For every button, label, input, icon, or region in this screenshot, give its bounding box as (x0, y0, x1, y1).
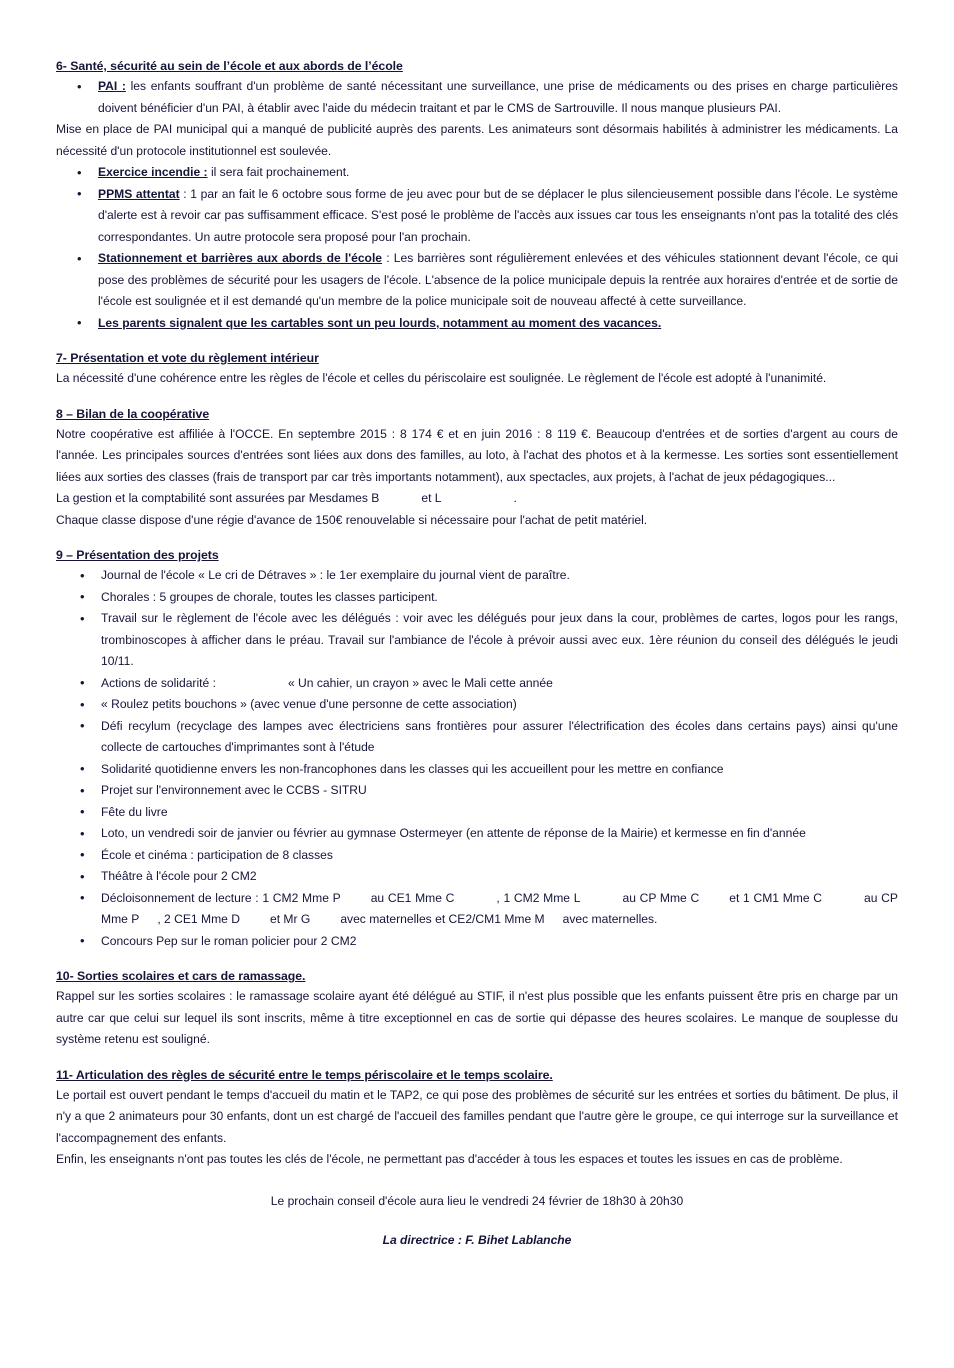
list-item-decloisonnement (56, 888, 898, 931)
list-item-cartables (56, 313, 898, 335)
paragraph-articulation-1: Le portail est ouvert pendant le temps d'accueil du matin et le TAP2, ce qui pose des problèmes de sécurité sur les entrées et sorties du bâtiment. De plus, il n'y a que 2 animateurs pour 30 enfants, dont un est chargé de l'accueil des familles pendant que l'autre gère le groupe, ce qui interroge sur la surveillance et l'accompagnement des enfants. (56, 1087, 898, 1145)
solidarite-text: « Un cahier, un crayon » avec le Mali cette année (287, 675, 553, 690)
decloisonnement-part-2: au CE1 Mme C (370, 890, 455, 905)
signature-line: La directrice : F. Bihet Lablanche (382, 1233, 572, 1247)
paragraph-cooperative-bilan: Notre coopérative est affiliée à l'OCCE. En septembre 2015 : 8 174 € et en juin 2016 : 8 119 €. Beaucoup d'entrées et de sorties d'argent au cours de l'année. Les principales sources d'entrées sont liées aux dons des familles, au loto, à l'achat des photos et à la kermesse. Les sorties sont essentiellement liées aux sorties des classes (frais de transport par car très importants notamment), aux spectacles, aux projets, à l'achat de jeux pédagogiques... (56, 426, 898, 484)
list-item-reglement-delegues (56, 608, 898, 673)
list-item-ecole-et-cinema (56, 845, 898, 867)
project-reglement-delegues: Travail sur le règlement de l'école avec les délégués : voir avec les délégués pour jeux dans la cour, problèmes de cartes, logos pour les rangs, trombinoscopes à afficher dans le préau. Travail sur l'ambiance de l'école à prévoir aussi avec eux. 1ère réunion du conseil des délégués le jeudi 10/11. (101, 611, 898, 668)
list-item-fete-du-livre (56, 802, 898, 824)
section-heading-10: 10- Sorties scolaires et cars de ramassage. (56, 969, 306, 983)
list-item-projet-environnement (56, 780, 898, 802)
gestion-text-part-3: . (513, 491, 517, 505)
list-item-concours-pep (56, 931, 898, 953)
project-ecole-cinema: École et cinéma : participation de 8 classes (101, 847, 333, 862)
project-solidarite-quotidienne: Solidarité quotidienne envers les non-francophones dans les classes qui les accueillent pour les mettre en confiance (101, 761, 724, 776)
project-chorales: Chorales : 5 groupes de chorale, toutes les classes participent. (101, 589, 438, 604)
list-item-chorales (56, 587, 898, 609)
decloisonnement-part-10: avec maternelles. (562, 912, 658, 926)
section-heading-9: 9 – Présentation des projets (56, 548, 219, 562)
list-item-roulez-petits-bouchons (56, 694, 898, 716)
exercice-incendie-label: Exercice incendie : (98, 165, 208, 179)
cartables-text: Les parents signalent que les cartables sont un peu lourds, notamment au moment des vacances. (98, 315, 662, 330)
decloisonnement-part-6: au CP Mme P (101, 890, 898, 926)
section-heading-7: 7- Présentation et vote du règlement intérieur (56, 351, 319, 365)
decloisonnement-part-8: et Mr G (269, 912, 311, 926)
decloisonnement-part-3: , 1 CM2 Mme L (496, 890, 581, 905)
solidarite-label: Actions de solidarité : (101, 675, 216, 690)
exercice-incendie-text: il sera fait prochainement. (207, 165, 350, 179)
project-concours-pep: Concours Pep sur le roman policier pour 2 CM2 (101, 933, 357, 948)
paragraph-sorties-scolaires: Rappel sur les sorties scolaires : le ramassage scolaire ayant été délégué au STIF, il n'est plus possible que les enfants puissent être pris en charge par un autre car que celui sur lequel ils sont inscrits, même à titre exceptionnel en cas de sortie qui dépasse des heures scolaires. Le manque de souplesse du système retenu est souligné. (56, 989, 898, 1046)
project-environnement: Projet sur l'environnement avec le CCBS - SITRU (101, 783, 367, 797)
ppms-label: PPMS attentat (98, 186, 180, 201)
list-item-exercice-incendie (56, 162, 898, 184)
list-item-defi-recylum (56, 716, 898, 759)
paragraph-cooperative-gestion (56, 488, 898, 510)
section-heading-8: 8 – Bilan de la coopérative (56, 406, 210, 421)
list-item-ppms-attentat (56, 184, 898, 249)
pai-text: les enfants souffrant d'un problème de santé nécessitant une surveillance, une prise de médicaments ou des prises en charge particulières doivent bénéficier d'un PAI, à établir avec l'aide du médecin traitant et par le CMS de Sartrouville. Il nous manque plusieurs PAI. (98, 79, 898, 115)
paragraph-reglement-interieur: La nécessité d'une cohérence entre les règles de l'école et celles du périscolaire est soulignée. Le règlement de l'école est adopté à l'unanimité. (56, 371, 827, 385)
paragraph-articulation-2: Enfin, les enseignants n'ont pas toutes les clés de l'école, ne permettant pas d'accéder à tous les espaces et toutes les issues en cas de problème. (56, 1152, 843, 1166)
document-body (56, 56, 898, 1252)
project-defi-recylum: Défi recylum (recyclage des lampes avec électriciens sans frontières pour assurer l'électrification des écoles dans certains pays) ainsi qu'une collecte de cartouches d'imprimantes sont à l'étude (101, 718, 898, 754)
decloisonnement-part-4: au CP Mme C (622, 890, 700, 905)
section-heading-6: 6- Santé, sécurité au sein de l’école et aux abords de l’école (56, 59, 403, 73)
decloisonnement-part-5: et 1 CM1 Mme C (729, 890, 823, 905)
decloisonnement-part-1: Décloisonnement de lecture : 1 CM2 Mme P (101, 890, 341, 905)
list-item-journal (56, 565, 898, 587)
paragraph-cooperative-regie: Chaque classe dispose d'une régie d'avance de 150€ renouvelable si nécessaire pour l'achat de petit matériel. (56, 512, 648, 527)
next-meeting-notice: Le prochain conseil d'école aura lieu le vendredi 24 février de 18h30 à 20h30 (270, 1193, 684, 1208)
gestion-text-part-2: et L (421, 491, 442, 505)
list-item-theatre (56, 866, 898, 888)
project-loto-kermesse: Loto, un vendredi soir de janvier ou février au gymnase Ostermeyer (en attente de réponse de la Mairie) et kermesse en fin d'année (101, 826, 806, 840)
decloisonnement-part-7: , 2 CE1 Mme D (157, 912, 240, 926)
gestion-text-part-1: La gestion et la comptabilité sont assurées par Mesdames B (56, 491, 380, 505)
decloisonnement-part-9: avec maternelles et CE2/CM1 Mme M (340, 912, 545, 926)
paragraph-pai-municipal: Mise en place de PAI municipal qui a manqué de publicité auprès des parents. Les animateurs sont désormais habilités à administrer les médicaments. La nécessité d'un protocole institutionnel est soulevée. (56, 122, 898, 158)
stationnement-text: : Les barrières sont régulièrement enlevées et des véhicules stationnent devant l'école, ce qui pose des problèmes de sécurité pour les usagers de l'école. L'absence de la police municipale depuis la rentrée aux horaires d'entrée et de sortie de l'école est soulignée et il est demandé qu'un membre de la police municipale soit de nouveau affecté à cette surveillance. (98, 251, 898, 308)
list-item-pai (56, 76, 898, 119)
section-9-project-list (56, 565, 898, 952)
stationnement-label: Stationnement et barrières aux abords de l'école (98, 251, 383, 265)
list-item-actions-solidarite (56, 673, 898, 695)
project-theatre: Théâtre à l'école pour 2 CM2 (101, 869, 257, 883)
document-footer (56, 1191, 898, 1252)
section-heading-11: 11- Articulation des règles de sécurité entre le temps périscolaire et le temps scolaire. (56, 1067, 553, 1082)
ppms-text: : 1 par an fait le 6 octobre sous forme de jeu avec pour but de se déplacer le plus silencieusement possible dans l'école. Le système d'alerte est à revoir car pas suffisamment efficace. S'est posé le problème de l'accès aux issues car tous les enseignants n'ont pas la totalité des clés correspondantes. Un autre protocole sera proposé pour l'an prochain. (98, 186, 899, 244)
project-fete-du-livre: Fête du livre (101, 804, 168, 819)
list-item-stationnement (56, 248, 898, 313)
pai-label: PAI : (98, 79, 126, 93)
list-item-solidarite-quotidienne (56, 759, 898, 781)
section-6-bullet-list-continued (56, 162, 898, 334)
project-journal: Journal de l'école « Le cri de Détraves » : le 1er exemplaire du journal vient de paraître. (101, 568, 570, 582)
section-6-bullet-list (56, 76, 898, 119)
list-item-loto-kermesse (56, 823, 898, 845)
project-roulez-bouchons: « Roulez petits bouchons » (avec venue d'une personne de cette association) (101, 697, 517, 711)
